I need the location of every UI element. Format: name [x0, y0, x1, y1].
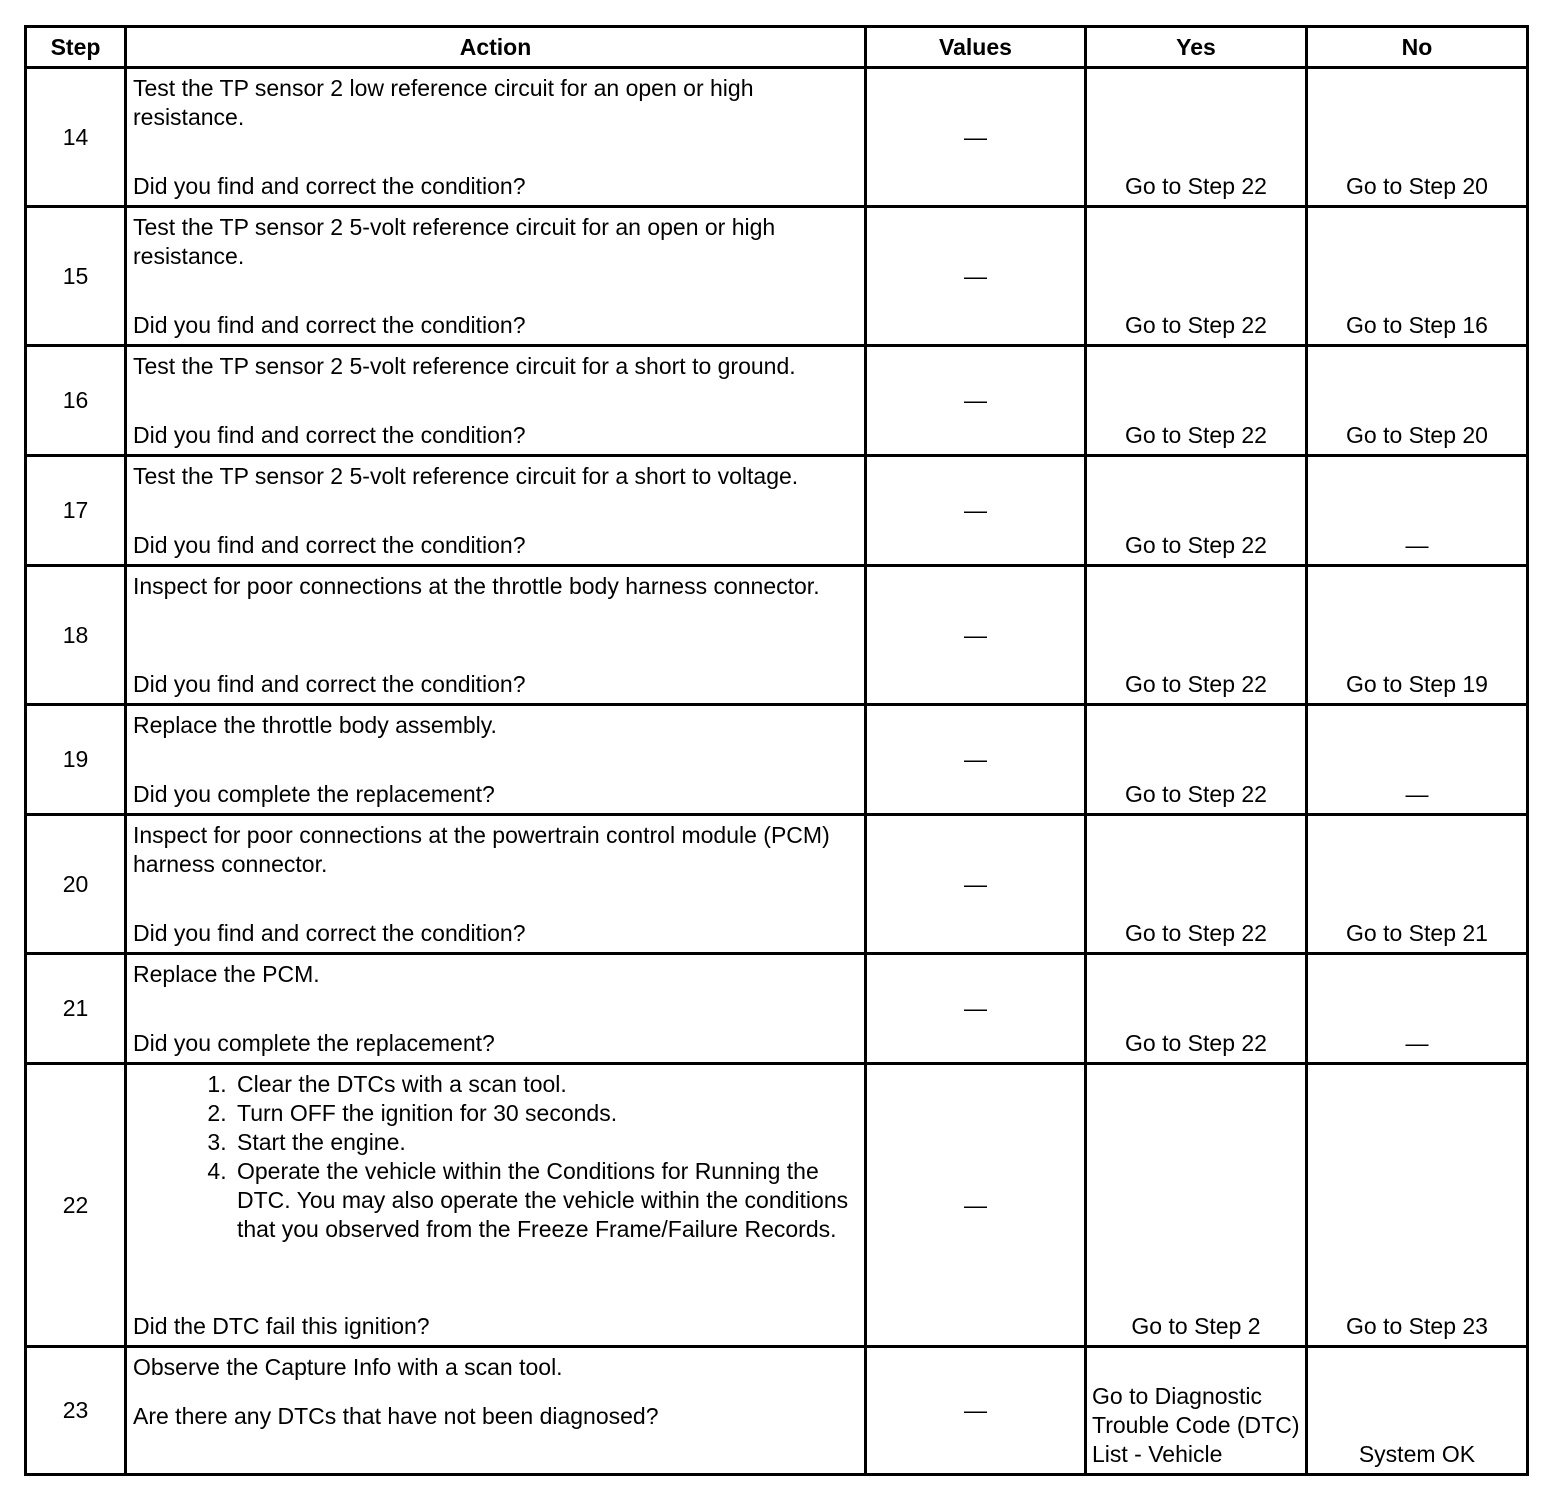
- action-question: Did you find and correct the condition?: [133, 920, 526, 946]
- header-no: No: [1307, 27, 1528, 68]
- list-item: 1. Clear the DTCs with a scan tool.: [233, 1070, 859, 1099]
- action-question: Did you find and correct the condition?: [133, 532, 526, 558]
- values-cell: —: [866, 954, 1086, 1064]
- action-cell: [126, 456, 866, 566]
- table-row: [26, 705, 1528, 815]
- action-text: Test the TP sensor 2 5-volt reference circuit for an open or high resistance.: [133, 214, 776, 269]
- action-cell: [126, 346, 866, 456]
- procedure-list: [133, 1070, 859, 1244]
- action-text: Test the TP sensor 2 5-volt reference circuit for a short to voltage.: [133, 463, 799, 489]
- action-text: Test the TP sensor 2 5-volt reference circuit for a short to ground.: [133, 353, 796, 379]
- list-item: 3. Start the engine.: [233, 1128, 859, 1157]
- step-number: 23: [26, 1347, 126, 1475]
- table-row: [26, 68, 1528, 207]
- step-number: 17: [26, 456, 126, 566]
- step-number: 16: [26, 346, 126, 456]
- values-cell: —: [866, 566, 1086, 705]
- yes-cell: Go to Step 22: [1086, 68, 1307, 207]
- action-text: Inspect for poor connections at the powertrain control module (PCM) harness connector.: [133, 822, 830, 877]
- action-question: Did you find and correct the condition?: [133, 671, 526, 697]
- action-cell: [126, 954, 866, 1064]
- yes-cell: Go to Step 22: [1086, 456, 1307, 566]
- table-row: [26, 954, 1528, 1064]
- yes-cell: Go to Step 22: [1086, 954, 1307, 1064]
- values-cell: —: [866, 68, 1086, 207]
- table-row: [26, 815, 1528, 954]
- action-text: Replace the throttle body assembly.: [133, 712, 497, 738]
- values-cell: —: [866, 1347, 1086, 1475]
- step-number: 15: [26, 207, 126, 346]
- step-number: 22: [26, 1064, 126, 1347]
- action-cell: [126, 566, 866, 705]
- values-cell: —: [866, 346, 1086, 456]
- no-cell: —: [1307, 705, 1528, 815]
- header-action: Action: [126, 27, 866, 68]
- no-cell: —: [1307, 456, 1528, 566]
- action-text: Replace the PCM.: [133, 961, 320, 987]
- step-number: 20: [26, 815, 126, 954]
- list-item: 2. Turn OFF the ignition for 30 seconds.: [233, 1099, 859, 1128]
- header-row: [26, 27, 1528, 68]
- values-cell: —: [866, 815, 1086, 954]
- yes-cell: Go to Step 22: [1086, 207, 1307, 346]
- yes-cell: Go to Step 22: [1086, 815, 1307, 954]
- values-cell: —: [866, 1064, 1086, 1347]
- step-number: 19: [26, 705, 126, 815]
- values-cell: —: [866, 456, 1086, 566]
- action-text: Inspect for poor connections at the throttle body harness connector.: [133, 573, 820, 599]
- action-text: Observe the Capture Info with a scan tool.: [133, 1354, 563, 1380]
- action-question: Did you complete the replacement?: [133, 1030, 495, 1056]
- yes-cell: Go to Step 22: [1086, 566, 1307, 705]
- header-values: Values: [866, 27, 1086, 68]
- step-number: 21: [26, 954, 126, 1064]
- action-text: Test the TP sensor 2 low reference circuit for an open or high resistance.: [133, 75, 754, 130]
- diagnostic-table: [24, 25, 1529, 1476]
- action-question: Did you complete the replacement?: [133, 781, 495, 807]
- yes-cell: Go to Diagnostic Trouble Code (DTC) List - Vehicle: [1086, 1347, 1307, 1475]
- table-row: [26, 456, 1528, 566]
- table-row: [26, 566, 1528, 705]
- action-question: Did you find and correct the condition?: [133, 312, 526, 338]
- no-cell: Go to Step 19: [1307, 566, 1528, 705]
- action-cell: [126, 1064, 866, 1347]
- action-question: Are there any DTCs that have not been diagnosed?: [133, 1403, 659, 1429]
- action-cell: [126, 1347, 866, 1475]
- no-cell: System OK: [1307, 1347, 1528, 1475]
- action-cell: [126, 68, 866, 207]
- no-cell: Go to Step 20: [1307, 346, 1528, 456]
- table-row: [26, 207, 1528, 346]
- values-cell: —: [866, 705, 1086, 815]
- no-cell: Go to Step 20: [1307, 68, 1528, 207]
- yes-cell: Go to Step 2: [1086, 1064, 1307, 1347]
- action-question: Did the DTC fail this ignition?: [133, 1313, 430, 1339]
- no-cell: Go to Step 21: [1307, 815, 1528, 954]
- step-number: 14: [26, 68, 126, 207]
- no-cell: Go to Step 23: [1307, 1064, 1528, 1347]
- step-number: 18: [26, 566, 126, 705]
- action-question: Did you find and correct the condition?: [133, 422, 526, 448]
- action-cell: [126, 207, 866, 346]
- table-row: [26, 346, 1528, 456]
- no-cell: —: [1307, 954, 1528, 1064]
- values-cell: —: [866, 207, 1086, 346]
- yes-cell: Go to Step 22: [1086, 346, 1307, 456]
- action-cell: [126, 705, 866, 815]
- header-step: Step: [26, 27, 126, 68]
- yes-cell: Go to Step 22: [1086, 705, 1307, 815]
- table-row: [26, 1064, 1528, 1347]
- action-cell: [126, 815, 866, 954]
- header-yes: Yes: [1086, 27, 1307, 68]
- no-cell: Go to Step 16: [1307, 207, 1528, 346]
- list-item: 4. Operate the vehicle within the Conditions for Running the DTC. You may also operate the vehicle within the conditions that you observed from the Freeze Frame/Failure Records.: [233, 1157, 859, 1244]
- table-row: [26, 1347, 1528, 1475]
- action-question: Did you find and correct the condition?: [133, 173, 526, 199]
